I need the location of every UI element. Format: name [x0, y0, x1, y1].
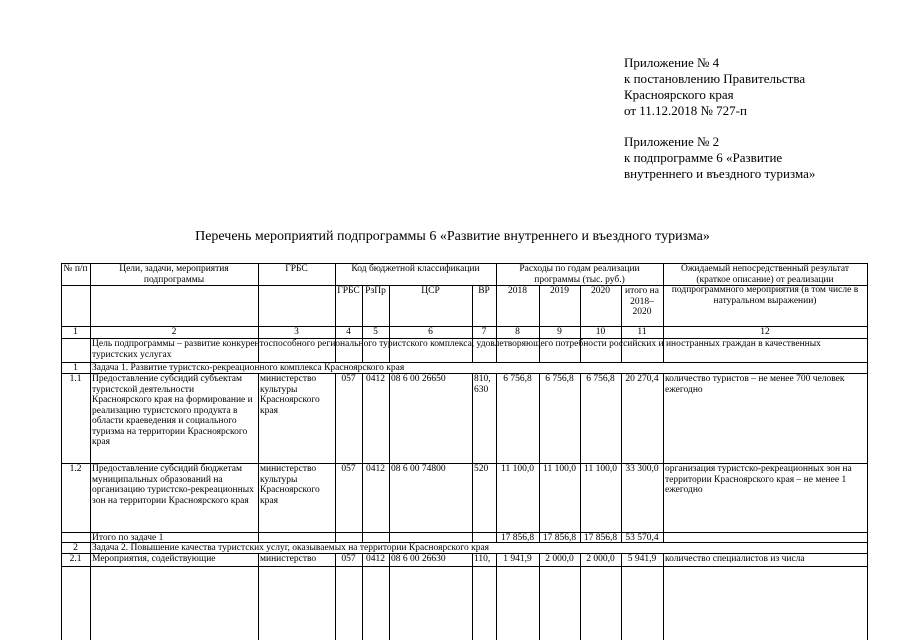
- row-rzpr: 0412: [366, 374, 385, 384]
- annex2-line: к подпрограмме 6 «Развитие: [624, 150, 783, 165]
- subtotal-2020: 17 856,8: [583, 533, 618, 542]
- table-vline: [867, 263, 868, 640]
- row-grbs: министерство культуры Красноярского края: [260, 374, 320, 416]
- header-csr: ЦСР: [421, 286, 440, 296]
- row-num: 1.2: [69, 464, 82, 474]
- task-number: 2: [73, 543, 78, 553]
- row-grbs-code: 057: [341, 374, 356, 384]
- column-number: 4: [346, 327, 351, 337]
- column-number: 10: [595, 327, 606, 337]
- header-total-period: итого на 2018–2020: [625, 286, 659, 317]
- row-name: Мероприятия, содействующие: [92, 554, 216, 564]
- row-vr: 810, 630: [474, 374, 491, 395]
- header-year-2019: 2019: [550, 286, 569, 296]
- row-rzpr: 0412: [366, 554, 385, 564]
- column-number: 1: [73, 327, 78, 337]
- annex-header-1: [624, 55, 805, 119]
- subtotal-total: 53 570,4: [625, 533, 659, 542]
- row-csr: 08 6 00 26650: [391, 374, 446, 384]
- header-result: Ожидаемый непосредственный результат (краткое описание) от реализации подпрограммного мероприятия (в том числе в натуральном выражении): [671, 264, 859, 306]
- row-result: количество специалистов из числа: [665, 554, 805, 564]
- column-number: 8: [515, 327, 520, 337]
- subtotal-label: Итого по задаче 1: [92, 533, 164, 542]
- header-expenses: Расходы по годам реализации программы (тыс. руб.): [519, 264, 640, 285]
- header-year-2018: 2018: [508, 286, 527, 296]
- annex1-line: Красноярского края: [624, 87, 734, 102]
- row-grbs-code: 057: [341, 554, 356, 564]
- row-amount-2019: 6 756,8: [545, 374, 574, 384]
- row-name: Предоставление субсидий субъектам туристской деятельности Красноярского края на формирование и реализацию туристского продукта в области краеведения и социального туризма на территории Красноярского края: [92, 374, 253, 447]
- row-num: 2.1: [69, 554, 82, 564]
- row-amount-total: 33 300,0: [625, 464, 659, 474]
- task-number: 1: [73, 363, 78, 373]
- row-amount-2018: 1 941,9: [503, 554, 532, 564]
- row-vr: 110,: [474, 554, 491, 564]
- header-budget-code: Код бюджетной классификации: [351, 264, 480, 274]
- row-name: Предоставление субсидий бюджетам муниципальных образований на организацию туристско-рекреационных зон на территории Красноярского края: [92, 464, 254, 506]
- row-csr: 08 6 00 26630: [391, 554, 446, 564]
- header-vr: ВР: [478, 286, 490, 296]
- annex2-line: внутреннего и въездного туризма»: [624, 166, 816, 181]
- annex1-line: к постановлению Правительства: [624, 71, 806, 86]
- row-result: организация туристско-рекреационных зон на территории Красноярского края – не менее 1 ежегодно: [665, 464, 852, 495]
- header-num: № п/п: [63, 264, 88, 274]
- row-amount-2020: 11 100,0: [584, 464, 617, 474]
- row-grbs: министерство: [260, 554, 317, 564]
- annex1-line: от 11.12.2018 № 727-п: [624, 103, 747, 118]
- row-amount-2019: 2 000,0: [545, 554, 574, 564]
- column-number: 9: [557, 327, 562, 337]
- task-row: Задача 1. Развитие туристско-рекреационного комплекса Красноярского края: [92, 363, 405, 373]
- column-number: 2: [171, 327, 177, 337]
- annex1-line: Приложение № 4: [624, 55, 720, 70]
- row-amount-total: 20 270,4: [625, 374, 659, 384]
- row-csr: 08 6 00 74800: [391, 464, 446, 474]
- column-number: 7: [481, 327, 487, 337]
- row-num: 1.1: [69, 374, 82, 384]
- annex-header-2: [624, 134, 815, 182]
- row-vr: 520: [474, 464, 489, 474]
- row-amount-total: 5 941,9: [627, 554, 657, 564]
- column-number: 6: [428, 327, 433, 337]
- header-year-2020: 2020: [591, 286, 610, 296]
- header-grbs-code: ГРБС: [337, 286, 360, 296]
- row-rzpr: 0412: [366, 464, 385, 474]
- column-number: 3: [294, 327, 299, 337]
- row-result: количество туристов – не менее 700 человек ежегодно: [665, 374, 845, 395]
- row-grbs-code: 057: [341, 464, 356, 474]
- header-grbs: ГРБС: [285, 264, 308, 274]
- column-number: 5: [373, 327, 378, 337]
- document-title: Перечень мероприятий подпрограммы 6 «Развитие внутреннего и въездного туризма»: [195, 229, 710, 244]
- row-amount-2018: 6 756,8: [503, 374, 532, 384]
- header-goals: Цели, задачи, мероприятия подпрограммы: [119, 264, 229, 285]
- column-number: 11: [637, 327, 647, 337]
- column-number: 12: [760, 327, 770, 337]
- annex2-line: Приложение № 2: [624, 134, 720, 149]
- row-amount-2018: 11 100,0: [501, 464, 534, 474]
- measures-table: [61, 263, 867, 640]
- table-vline: [663, 532, 664, 542]
- header-rzpr: РзПр: [365, 286, 386, 296]
- row-grbs: министерство культуры Красноярского края: [260, 464, 320, 506]
- task-row: Задача 2. Повышение качества туристских услуг, оказываемых на территории Красноярского края: [92, 543, 490, 553]
- row-amount-2020: 6 756,8: [586, 374, 615, 384]
- row-amount-2020: 2 000,0: [586, 554, 615, 564]
- subtotal-2019: 17 856,8: [542, 533, 577, 542]
- subtotal-2018: 17 856,8: [500, 533, 535, 542]
- goal-row: Цель подпрограммы – развитие конкурентоспособного регионального туристского комплекса, удовлетворяющего потребности российских и иностранных граждан в качественных туристских услугах: [92, 339, 821, 360]
- row-amount-2019: 11 100,0: [543, 464, 576, 474]
